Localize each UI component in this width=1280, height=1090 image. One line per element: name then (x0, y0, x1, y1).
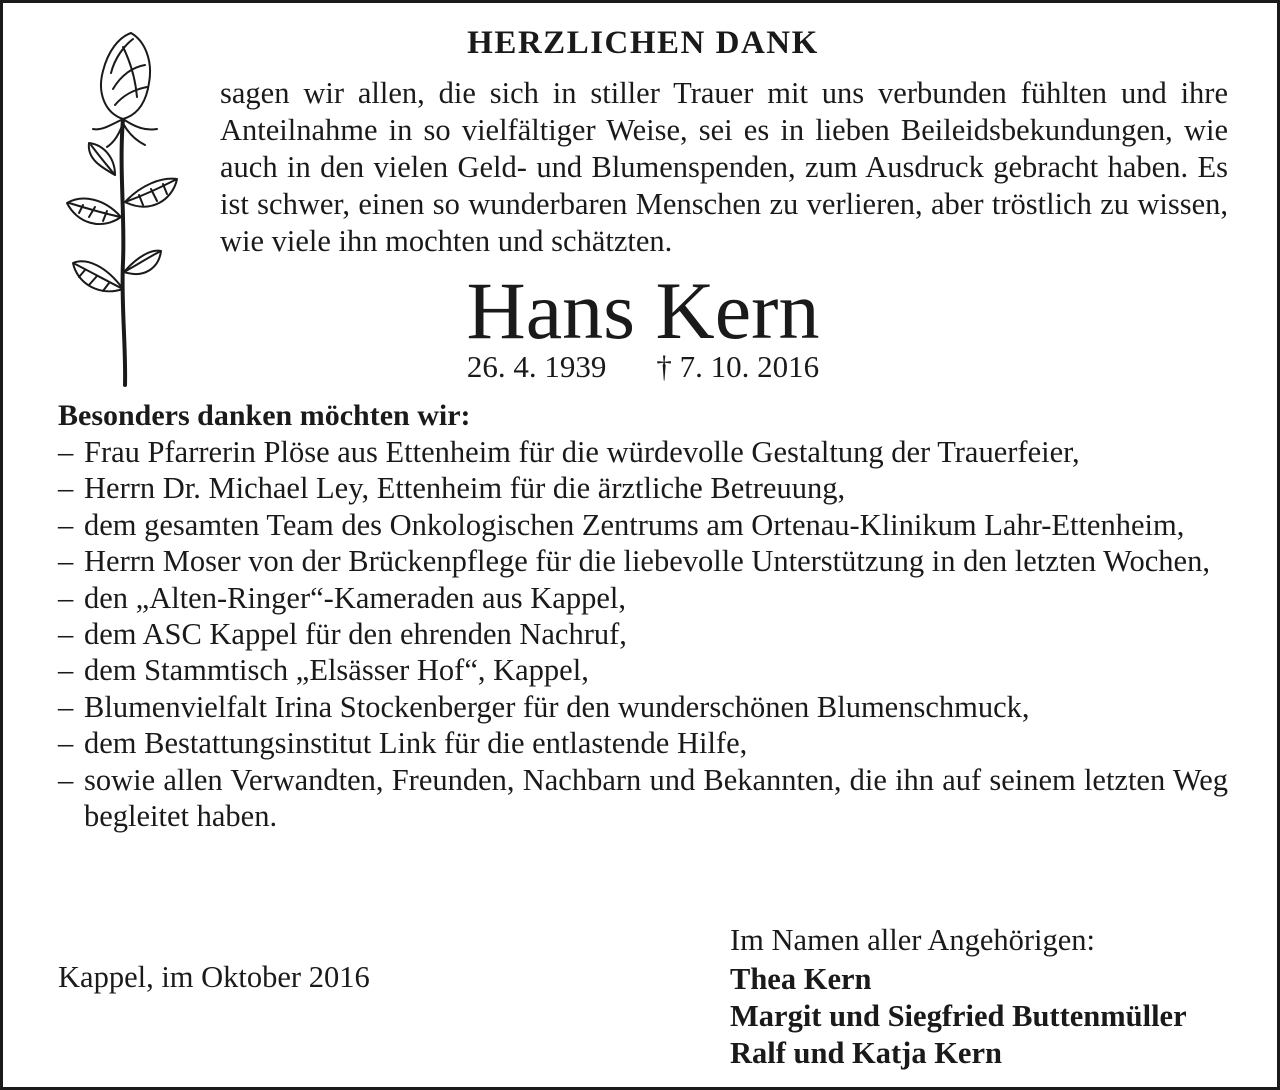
thanks-item: – dem ASC Kappel für den ehrenden Nachruf, (58, 616, 1228, 652)
family-name: Ralf und Katja Kern (730, 1036, 1002, 1070)
thanks-item: – dem Stammtisch „Elsässer Hof“, Kappel, (58, 652, 1228, 688)
thanks-heading: Besonders danken möchten wir: (58, 399, 471, 432)
closing-label: Im Namen aller Angehörigen: (730, 923, 1096, 957)
notice-heading: HERZLICHEN DANK (467, 25, 819, 61)
thanks-item: – Herrn Moser von der Brückenpflege für die liebevolle Unterstützung in den letzten Wochen, (58, 543, 1228, 579)
thanks-item: – dem gesamten Team des Onkologischen Zentrums am Ortenau-Klinikum Lahr-Ettenheim, (58, 507, 1228, 543)
family-name: Thea Kern (730, 962, 872, 996)
death-date: † 7. 10. 2016 (656, 349, 820, 384)
thanks-list (58, 434, 1228, 834)
deceased-name: Hans Kern (466, 265, 820, 356)
life-dates (3, 349, 1280, 385)
thanks-item: – Frau Pfarrerin Plöse aus Ettenheim für die würdevolle Gestaltung der Trauerfeier, (58, 434, 1228, 470)
place-date: Kappel, im Oktober 2016 (58, 960, 370, 994)
thanks-item: – Blumenvielfalt Irina Stockenberger für den wunderschönen Blumenschmuck, (58, 689, 1228, 725)
family-signatures (730, 961, 1187, 1072)
intro-paragraph: sagen wir allen, die sich in stiller Trauer mit uns verbunden fühlten und ihre Anteilnahme in so vielfältiger Weise, sei es in lieben Beileidsbekundungen, wie auch in den vielen Geld- und Blumenspenden, zum Ausdruck gebracht haben. Es ist schwer, einen so wunderbaren Menschen zu verlieren, aber tröstlich zu wissen, wie viele ihn mochten und schätzten. (220, 76, 1228, 258)
birth-date: 26. 4. 1939 (466, 349, 607, 384)
thanks-item: – sowie allen Verwandten, Freunden, Nachbarn und Bekannten, die ihn auf seinem letzten Weg begleitet haben. (58, 762, 1228, 835)
thanks-item: – Herrn Dr. Michael Ley, Ettenheim für die ärztliche Betreuung, (58, 470, 1228, 506)
thanks-item: – den „Alten-Ringer“-Kameraden aus Kappel, (58, 580, 1228, 616)
family-name: Margit und Siegfried Buttenmüller (730, 999, 1187, 1033)
thanks-item: – dem Bestattungsinstitut Link für die entlastende Hilfe, (58, 725, 1228, 761)
